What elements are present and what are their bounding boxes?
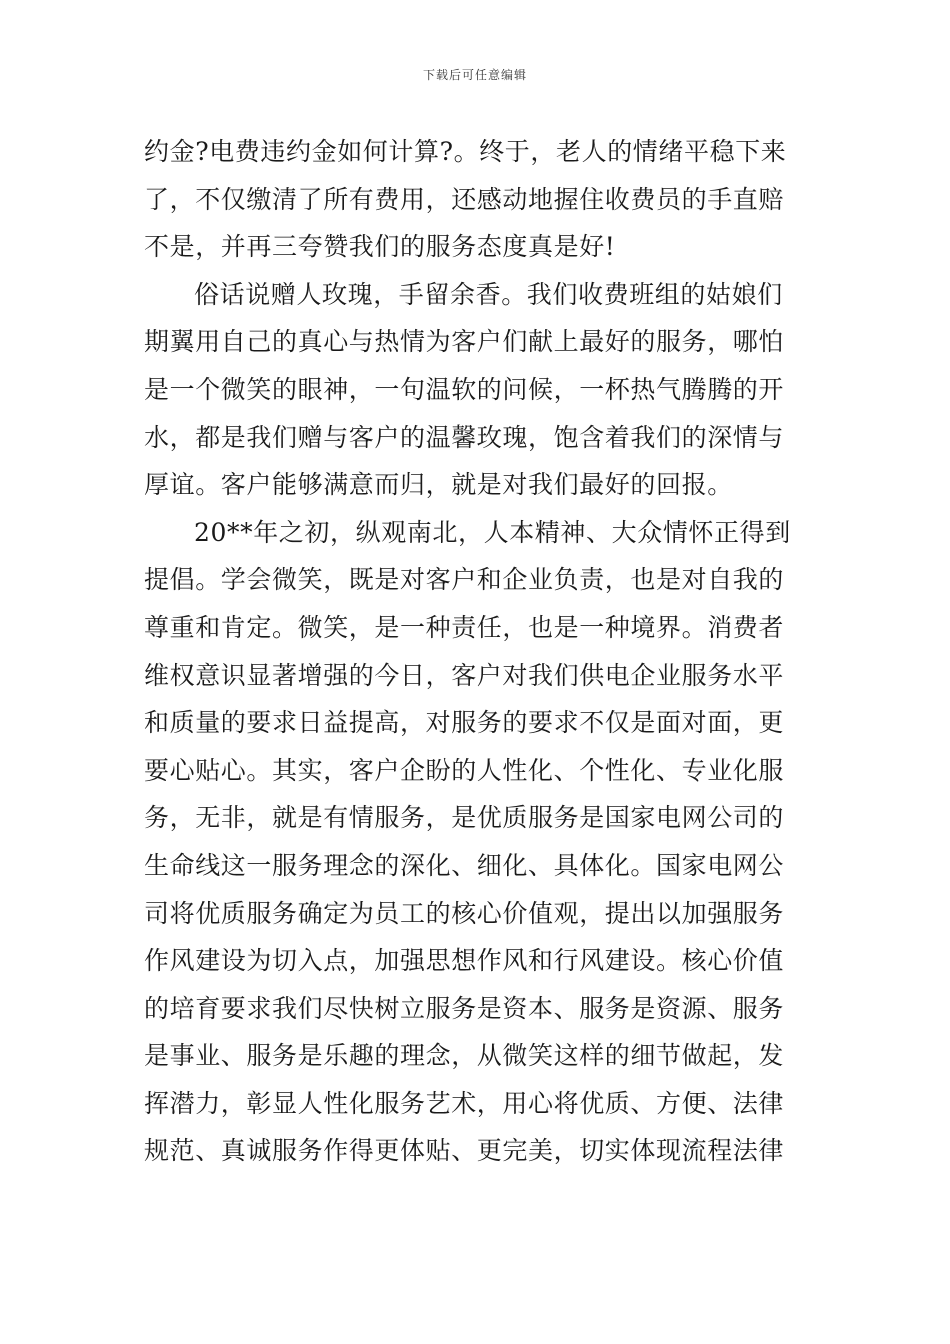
text-line: 水，都是我们赠与客户的温馨玫瑰，饱含着我们的深情与	[144, 422, 785, 452]
text-line: 期翼用自己的真心与热情为客户们献上最好的服务，哪怕	[144, 327, 785, 357]
paragraph	[144, 271, 808, 509]
text-line: 厚谊。客户能够满意而归，就是对我们最好的回报。	[144, 470, 733, 500]
text-line: 要心贴心。其实，客户企盼的人性化、个性化、专业化服	[144, 755, 785, 785]
text-line: 司将优质服务确定为员工的核心价值观，提出以加强服务	[144, 898, 785, 928]
text-line: 是事业、服务是乐趣的理念，从微笑这样的细节做起，发	[144, 1041, 785, 1071]
page-header: 下载后可任意编辑	[422, 68, 527, 82]
text-line: 俗话说赠人玫瑰，手留余香。我们收费班组的姑娘们	[194, 279, 783, 309]
text-line: 的培育要求我们尽快树立服务是资本、服务是资源、服务	[144, 993, 785, 1023]
text-line: 约金?电费违约金如何计算?。终于，老人的情绪平稳下来	[144, 137, 787, 166]
document-body	[144, 128, 808, 1175]
text-line: 提倡。学会微笑，既是对客户和企业负责，也是对自我的	[144, 565, 785, 595]
paragraph	[144, 128, 808, 271]
text-line: 生命线这一服务理念的深化、细化、具体化。国家电网公	[144, 850, 785, 880]
paragraph	[144, 509, 808, 1175]
text-line: 务，无非，就是有情服务，是优质服务是国家电网公司的	[144, 803, 785, 833]
text-line: 尊重和肯定。微笑，是一种责任，也是一种境界。消费者	[144, 612, 785, 642]
text-line: 了，不仅缴清了所有费用，还感动地握住收费员的手直赔	[144, 184, 785, 214]
text-line: 和质量的要求日益提高，对服务的要求不仅是面对面，更	[144, 708, 785, 738]
text-line: 作风建设为切入点，加强思想作风和行风建设。核心价值	[144, 946, 785, 976]
text-line: 20**年之初，纵观南北，人本精神、大众情怀正得到	[194, 517, 791, 547]
text-line: 规范、真诚服务作得更体贴、更完美，切实体现流程法律	[144, 1136, 785, 1166]
text-line: 挥潜力，彰显人性化服务艺术，用心将优质、方便、法律	[144, 1088, 785, 1118]
text-line: 不是，并再三夸赞我们的服务态度真是好!	[144, 232, 616, 262]
text-line: 是一个微笑的眼神，一句温软的问候，一杯热气腾腾的开	[144, 374, 785, 404]
text-line: 维权意识显著增强的今日，客户对我们供电企业服务水平	[144, 660, 785, 690]
